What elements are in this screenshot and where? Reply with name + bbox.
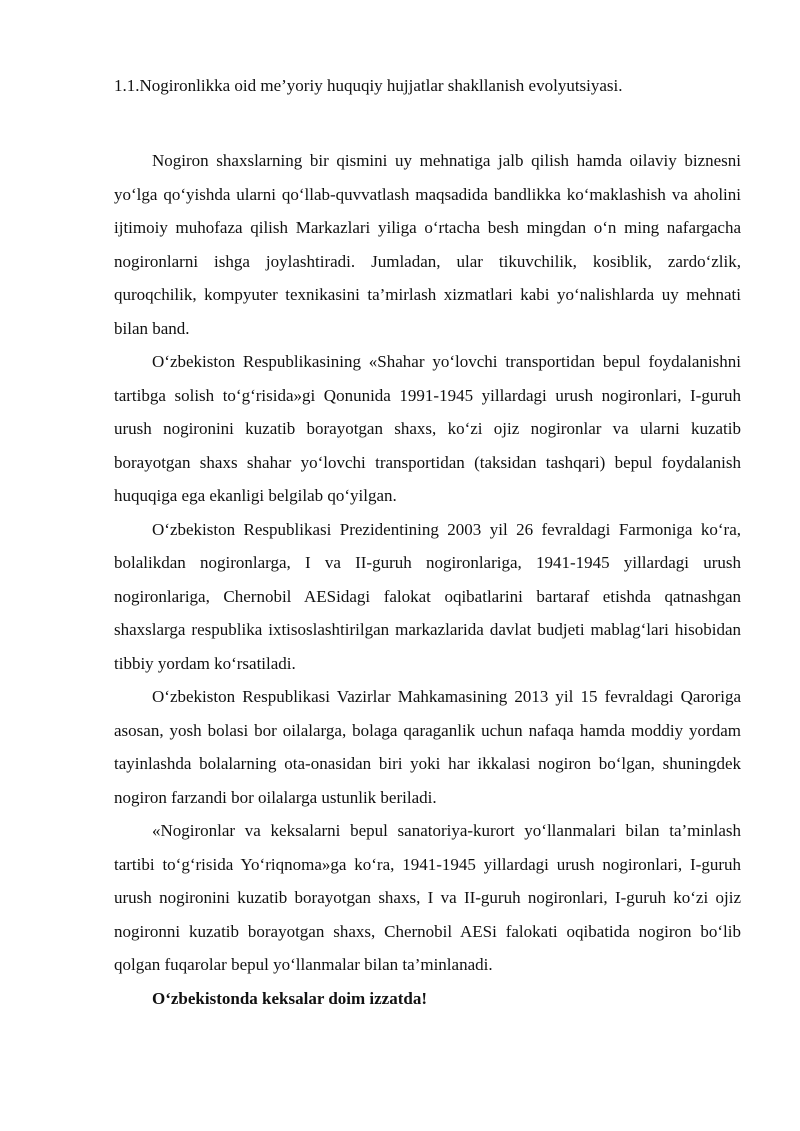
section-heading: 1.1.Nogironlikka oid me’yoriy huquqiy hujjatlar shakllanish evolyutsiyasi. xyxy=(114,76,623,95)
paragraph-presidential-decree: O‘zbekiston Respublikasi Prezidentining 2003 yil 26 fevraldagi Farmoniga ko‘ra, bolalikdan nogironlarga, I va II-guruh nogironlariga, 1941-1945 yillardagi urush nogironlariga, Chernobil AESidagi falokat oqibatlarini bartaraf etishda qatnashgan shaxslarga respublika ixtisoslashtirilgan markazlarida davlat budjeti mablag‘lari hisobidan tibbiy yordam ko‘rsatiladi. xyxy=(114,519,741,673)
document-body xyxy=(114,144,741,1015)
paragraph-home-employment: Nogiron shaxslarning bir qismini uy mehnatiga jalb qilish hamda oilaviy biznesni yo‘lga qo‘yishda ularni qo‘llab-quvvatlash maqsadida bandlikka ko‘maklashish va aholini ijtimoiy muhofaza qilish Markazlari yiliga o‘rtacha besh mingdan o‘n ming nafargacha nogironlarni ishga joylashtiradi. Jumladan, ular tikuvchilik, kosiblik, zardo‘zlik, quroqchilik, kompyuter texnikasini ta’mirlash xizmatlari kabi yo‘nalishlarda uy mehnati bilan band. xyxy=(114,151,741,338)
paragraph-sanatorium-vouchers: «Nogironlar va keksalarni bepul sanatoriya-kurort yo‘llanmalari bilan ta’minlash tartibi to‘g‘risida Yo‘riqnoma»ga ko‘ra, 1941-1945 yillardagi urush nogironlari, I-guruh urush nogironini kuzatib borayotgan shaxs, I va II-guruh nogironlari, I-guruh ko‘zi ojiz nogironni kuzatib borayotgan shaxs, Chernobil AESi falokati oqibatida nogiron bo‘lib qolgan fuqarolar bepul yo‘llanmalar bilan ta’minlanadi. xyxy=(114,821,741,974)
paragraph-cabinet-resolution: O‘zbekiston Respublikasi Vazirlar Mahkamasining 2013 yil 15 fevraldagi Qaroriga asosan, yosh bolasi bor oilalarga, bolaga qaraganlik uchun nafaqa hamda moddiy yordam tayinlashda bolalarning ota-onasidan biri yoki har ikkalasi nogiron bo‘lgan, shuningdek nogiron farzandi bor oilalarga ustunlik beriladi. xyxy=(114,687,741,807)
closing-statement: O‘zbekistonda keksalar doim izzatda! xyxy=(152,988,428,1008)
paragraph-transport-law: O‘zbekiston Respublikasining «Shahar yo‘lovchi transportidan bepul foydalanishni tartibga solish to‘g‘risida»gi Qonunida 1991-1945 yillardagi urush nogironlari, I-guruh urush nogironini kuzatib borayotgan shaxs, ko‘zi ojiz nogironlar va ularni kuzatib borayotgan shaxs shahar yo‘lovchi transportidan (taksidan tashqari) bepul foydalanish huquqiga ega ekanligi belgilab qo‘yilgan. xyxy=(114,352,741,505)
